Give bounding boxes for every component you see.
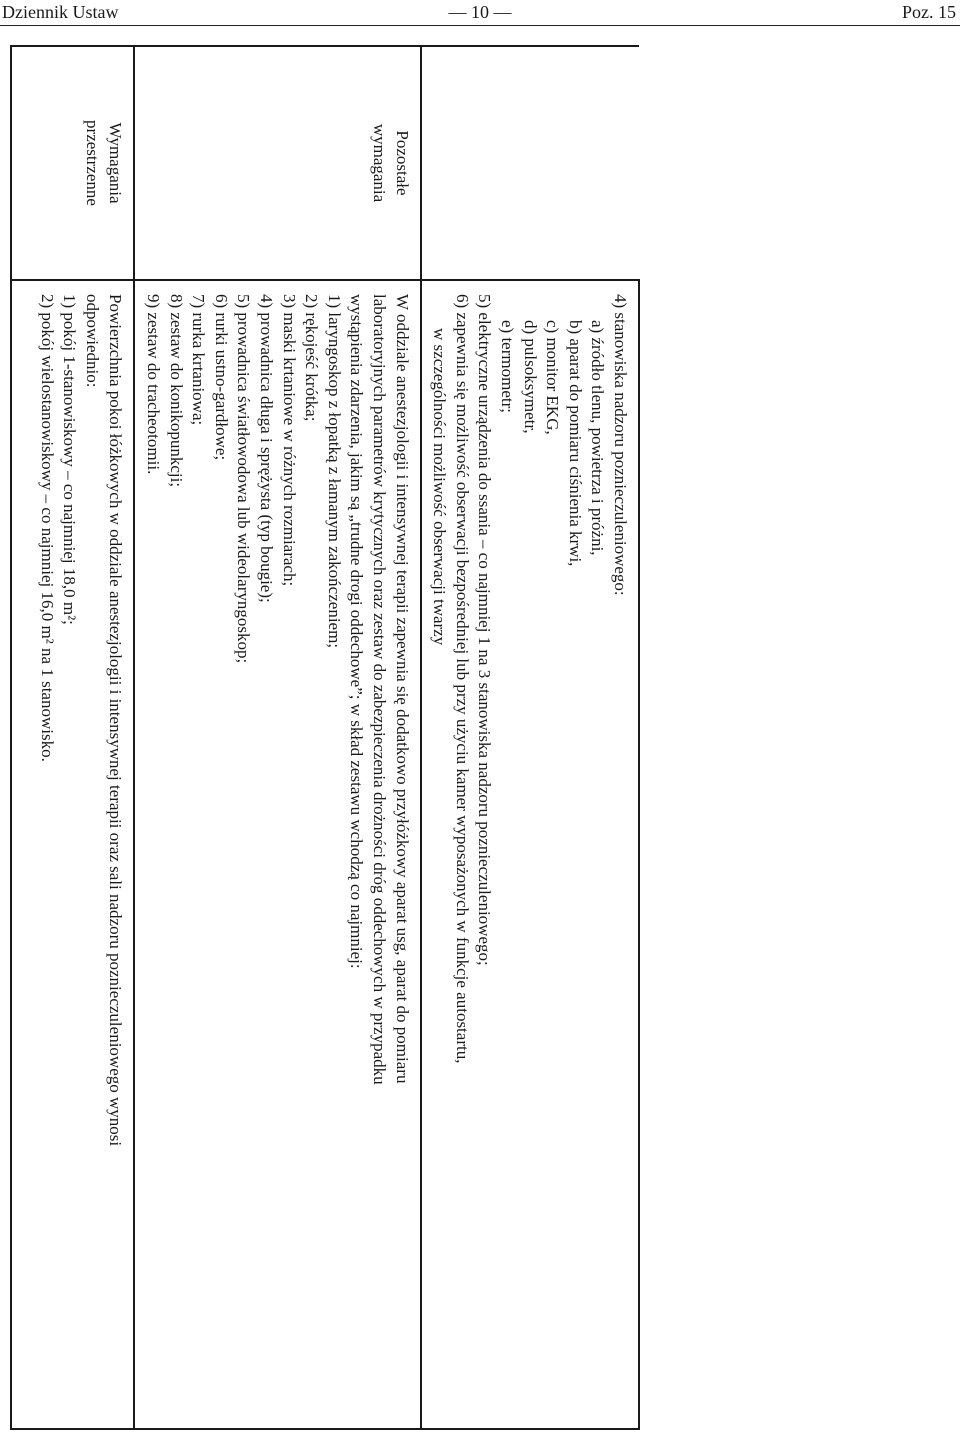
content-line: 1) pokój 1-stanowiskowy – co najmniej 18,0 m²; — [60, 294, 80, 625]
row-content — [134, 280, 421, 1429]
content-line: b) aparat do pomiaru ciśnienia krwi, — [565, 320, 585, 567]
row-label — [421, 46, 639, 280]
content-line: W oddziale anestezjologii i intensywnej terapii zapewnia się dodatkowo przyłóżkowy aparat usg, aparat do pomiaru — [392, 294, 412, 1084]
content-line: 7) rurka krtaniowa; — [189, 294, 209, 426]
row-label-line: przestrzenne — [83, 120, 103, 206]
page-header — [0, 0, 960, 24]
content-line: 4) prowadnica długa i sprężysta (typ bougie); — [257, 294, 277, 603]
content-line: wystąpienia zdarzenia, jakim są „trudne drogi oddechowe”; w skład zestawu wchodzą co najmniej: — [347, 294, 367, 969]
content-line: 9) zestaw do tracheotomii. — [144, 294, 164, 475]
row-label-line: wymagania — [370, 123, 390, 203]
content-line: 3) maski krtaniowe w różnych rozmiarach; — [279, 294, 299, 587]
table-row — [11, 46, 134, 1429]
content-line: w szczególności możliwość obserwacji twarzy — [430, 328, 450, 646]
row-content — [421, 280, 639, 1429]
row-label — [134, 46, 421, 280]
content-line: 6) rurki ustno-gardłowe; — [211, 294, 231, 461]
header-rule — [0, 25, 960, 26]
content-line: 1) laryngoskop z łopatką z łamanym zakończeniem; — [324, 294, 344, 649]
content-line: 2) rękojeść krótka; — [302, 294, 322, 422]
content-line: 4) stanowiska nadzoru poznieczuleniowego: — [611, 294, 630, 596]
page-number: — 10 — — [448, 2, 512, 22]
row-label — [11, 46, 134, 280]
content-line: laboratoryjnych parametrów krytycznych oraz zestaw do zabezpieczenia drożności dróg oddechowych w przypadku — [370, 294, 390, 1085]
content-line: 2) pokój wielostanowiskowy – co najmniej 16,0 m² na 1 stanowisko. — [37, 294, 57, 762]
position-number: Poz. 15 — [902, 2, 956, 22]
row-label-line: Wymagania — [105, 122, 125, 204]
content-line: e) termometr; — [498, 320, 518, 413]
content-line: c) monitor EKG, — [543, 320, 563, 435]
content-line: 8) zestaw do konikopunkcji; — [166, 294, 186, 488]
content-line: 5) prowadnica światłowodowa lub wideolaryngoskop; — [234, 294, 254, 664]
row-content — [11, 280, 134, 1429]
rotated-page-content — [12, 45, 640, 1430]
content-line: odpowiednio: — [83, 294, 103, 388]
content-line: d) pulsoksymetr, — [520, 320, 540, 434]
row-label-line: Pozostałe — [392, 130, 412, 196]
requirements-table — [10, 45, 640, 1430]
table-row — [421, 46, 639, 1429]
content-line: Powierzchnia pokoi łóżkowych w oddziale anestezjologii i intensywnej terapii oraz sali nadzoru poznieczuleniowego wynosi — [105, 294, 125, 1147]
content-line: a) źródło tlenu, powietrza i próżni, — [588, 320, 608, 556]
content-line: 5) elektryczne urządzenia do ssania – co najmniej 1 na 3 stanowiska nadzoru poznieczuleniowego; — [475, 294, 495, 966]
journal-title: Dziennik Ustaw — [2, 2, 119, 22]
content-line: 6) zapewnia się możliwość obserwacji bezpośredniej lub przy użyciu kamer wyposażonych w funkcje autostartu, — [452, 294, 472, 1064]
table-row — [134, 46, 421, 1429]
